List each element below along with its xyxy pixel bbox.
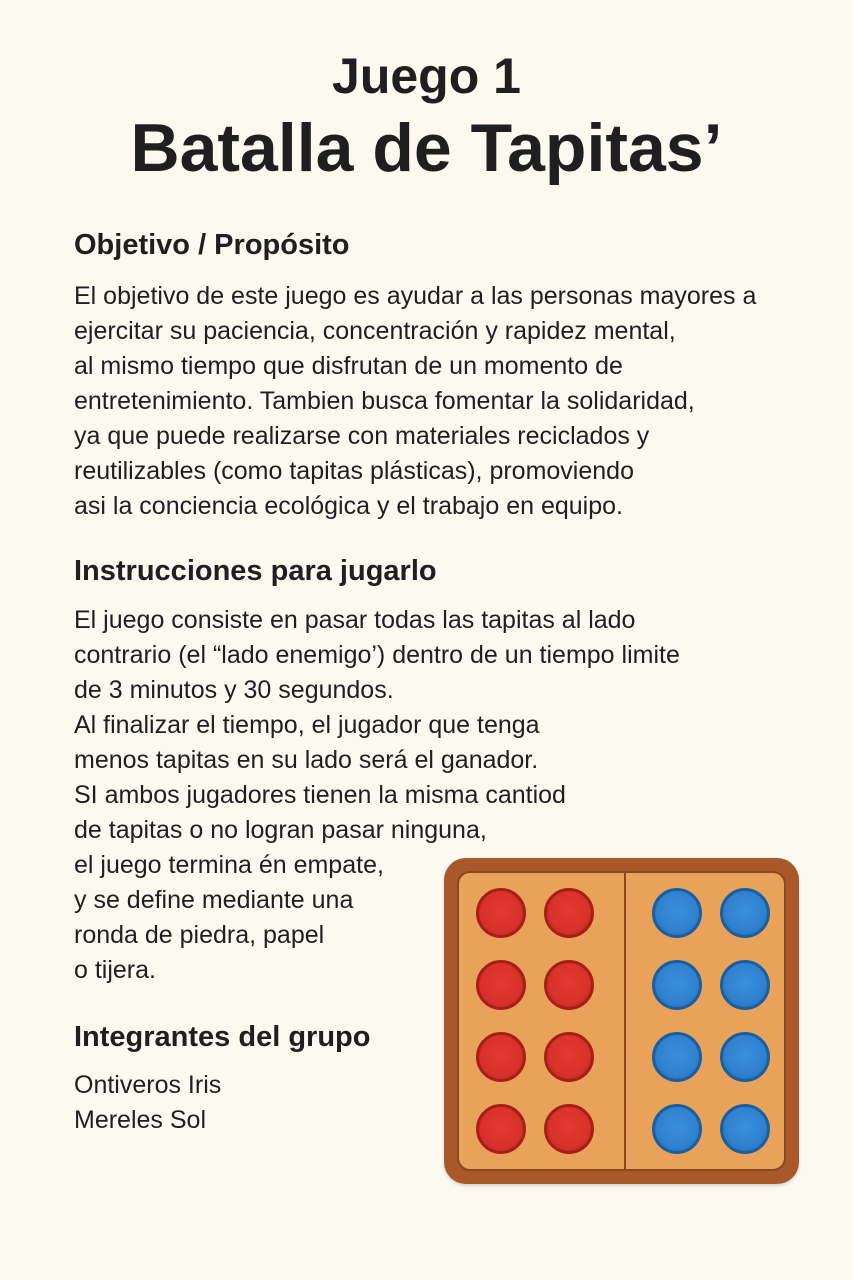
blue-bottle-cap	[720, 1032, 770, 1082]
objective-line: ya que puede realizarse con materiales reciclados y	[74, 422, 650, 450]
instructions-line: de tapitas o no logran pasar ninguna,	[74, 816, 487, 844]
instructions-line: ronda de piedra, papel	[74, 921, 325, 949]
members-list	[74, 1068, 221, 1138]
red-bottle-cap	[544, 888, 594, 938]
red-bottle-cap	[476, 960, 526, 1010]
game-title: Batalla de Tapitas’	[130, 110, 723, 186]
blue-bottle-cap	[720, 1104, 770, 1154]
instructions-line: o tijera.	[74, 956, 156, 984]
instructions-line: de 3 minutos y 30 segundos.	[74, 676, 394, 704]
instructions-line: y se define mediante una	[74, 886, 354, 914]
blue-bottle-cap	[720, 960, 770, 1010]
game-board-illustration	[444, 858, 799, 1184]
instructions-line: El juego consiste en pasar todas las tapitas al lado	[74, 606, 636, 634]
instructions-line: contrario (el “lado enemigo’) dentro de un tiempo limite	[74, 641, 680, 669]
instructions-heading: Instrucciones para jugarlo	[74, 555, 437, 587]
objective-line: entretenimiento. Tambien busca fomentar la solidaridad,	[74, 387, 695, 415]
objective-line: ejercitar su paciencia, concentración y rapidez mental,	[74, 317, 676, 345]
members-heading: Integrantes del grupo	[74, 1021, 371, 1053]
board-center-divider	[624, 873, 626, 1169]
member-name: Mereles Sol	[74, 1106, 206, 1134]
objective-line: reutilizables (como tapitas plásticas), promoviendo	[74, 457, 634, 485]
objective-line: El objetivo de este juego es ayudar a las personas mayores a	[74, 282, 757, 310]
board-surface	[457, 871, 786, 1171]
objective-line: asi la conciencia ecológica y el trabajo en equipo.	[74, 492, 623, 520]
red-bottle-cap	[476, 888, 526, 938]
blue-bottle-cap	[652, 1032, 702, 1082]
instructions-line: Al finalizar el tiempo, el jugador que tenga	[74, 711, 540, 739]
objective-heading: Objetivo / Propósito	[74, 229, 350, 261]
red-bottle-cap	[544, 1032, 594, 1082]
red-bottle-cap	[476, 1032, 526, 1082]
blue-bottle-cap	[652, 1104, 702, 1154]
red-bottle-cap	[544, 1104, 594, 1154]
red-bottle-cap	[544, 960, 594, 1010]
instructions-line: SI ambos jugadores tienen la misma cantiod	[74, 781, 566, 809]
blue-bottle-cap	[720, 888, 770, 938]
instructions-line: menos tapitas en su lado será el ganador.	[74, 746, 539, 774]
objective-line: al mismo tiempo que disfrutan de un momento de	[74, 352, 623, 380]
blue-bottle-cap	[652, 888, 702, 938]
objective-paragraph	[74, 279, 756, 524]
game-number-title: Juego 1	[332, 48, 521, 104]
blue-bottle-cap	[652, 960, 702, 1010]
member-name: Ontiveros Iris	[74, 1071, 222, 1099]
red-bottle-cap	[476, 1104, 526, 1154]
instructions-line: el juego termina én empate,	[74, 851, 384, 879]
